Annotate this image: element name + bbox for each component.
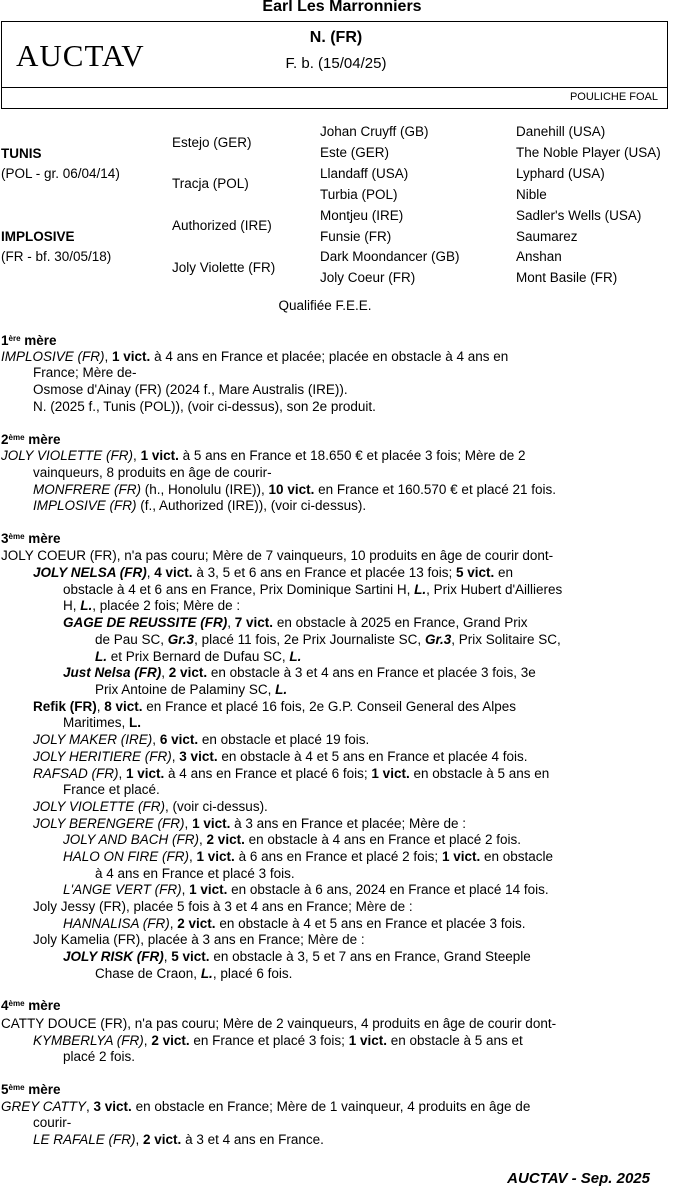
family-entry: de Pau SC, Gr.3, placé 11 fois, 2e Prix Journaliste SC, Gr.3, Prix Solitaire SC,: [95, 632, 561, 647]
family-entry: LE RAFALE (FR), 2 vict. à 3 et 4 ans en France.: [33, 1132, 324, 1147]
family-entry: à 4 ans en France et placé 3 fois.: [95, 866, 295, 881]
family-entry: JOLY BERENGERE (FR), 1 vict. à 3 ans en France et placée; Mère de :: [33, 816, 466, 831]
family-entry: H, L., placée 2 fois; Mère de :: [63, 598, 241, 613]
section-heading-1: 1ère mère: [1, 333, 57, 348]
pedigree-gen4: Nible: [516, 187, 547, 202]
family-entry: JOLY COEUR (FR), n'a pas couru; Mère de 7 vainqueurs, 10 produits en âge de courir dont-: [1, 548, 554, 563]
pedigree-gen3: Funsie (FR): [320, 229, 392, 244]
lot-category: POULICHE FOAL: [569, 91, 658, 103]
family-entry: vainqueurs, 8 produits en âge de courir-: [33, 465, 272, 480]
pedigree-gen3: Joly Coeur (FR): [320, 270, 416, 285]
pedigree-gen4: Sadler's Wells (USA): [516, 208, 642, 223]
family-entry: Just Nelsa (FR), 2 vict. en obstacle à 3 et 4 ans en France et placée 3 fois, 3e: [63, 665, 536, 680]
family-entry: Joly Kamelia (FR), placée à 3 ans en France; Mère de :: [33, 932, 365, 947]
section-heading-3: 3ème mère: [1, 531, 61, 546]
pedigree-gen4: Lyphard (USA): [516, 166, 605, 181]
section-heading-5: 5ème mère: [1, 1082, 61, 1097]
pedigree-gen3: Montjeu (IRE): [320, 208, 404, 223]
family-entry: JOLY MAKER (IRE), 6 vict. en obstacle et placé 19 fois.: [33, 732, 370, 747]
pedigree-gen4: Mont Basile (FR): [516, 270, 618, 285]
section-heading-4: 4ème mère: [1, 998, 61, 1013]
family-entry: JOLY HERITIERE (FR), 3 vict. en obstacle à 4 et 5 ans en France et placée 4 fois.: [33, 749, 528, 764]
family-entry: IMPLOSIVE (FR) (f., Authorized (IRE)), (voir ci-dessus).: [33, 498, 367, 513]
family-entry: JOLY AND BACH (FR), 2 vict. en obstacle à 4 ans en France et placé 2 fois.: [63, 832, 521, 847]
family-entry: N. (2025 f., Tunis (POL)), (voir ci-dessus), son 2e produit.: [33, 399, 376, 414]
family-entry: Maritimes, L.: [63, 715, 142, 730]
sire-details: (POL - gr. 06/04/14): [1, 166, 120, 181]
family-entry: GAGE DE REUSSITE (FR), 7 vict. en obstacle à 2025 en France, Grand Prix: [63, 615, 528, 630]
dam-details: (FR - bf. 30/05/18): [1, 249, 112, 264]
family-entry: Prix Antoine de Palaminy SC, L.: [95, 682, 288, 697]
family-entry: HALO ON FIRE (FR), 1 vict. à 6 ans en France et placé 2 fois; 1 vict. en obstacle: [63, 849, 554, 864]
footer-caption: AUCTAV - Sep. 2025: [507, 1170, 650, 1187]
pedigree-gen2: Authorized (IRE): [172, 218, 272, 233]
family-entry: obstacle à 4 et 6 ans en France, Prix Dominique Sartini H, L., Prix Hubert d'Aillieres: [63, 582, 563, 597]
family-entry: courir-: [33, 1115, 72, 1130]
family-entry: placé 2 fois.: [63, 1049, 136, 1064]
qualification: Qualifiée F.E.E.: [278, 298, 372, 313]
category-box: [1, 87, 668, 109]
family-entry: JOLY NELSA (FR), 4 vict. à 3, 5 et 6 ans en France et placée 13 fois; 5 vict. en: [33, 565, 514, 580]
lot-info: F. b. (15/04/25): [285, 55, 387, 72]
pedigree-gen3: Dark Moondancer (GB): [320, 249, 460, 264]
family-entry: KYMBERLYA (FR), 2 vict. en France et placé 3 fois; 1 vict. en obstacle à 5 ans et: [33, 1033, 523, 1048]
dam-name: IMPLOSIVE: [1, 229, 75, 244]
pedigree-gen4: Danehill (USA): [516, 124, 606, 139]
family-entry: Joly Jessy (FR), placée 5 fois à 3 et 4 ans en France; Mère de :: [33, 899, 413, 914]
pedigree-gen3: Turbia (POL): [320, 187, 398, 202]
consignor-name: Earl Les Marronniers: [262, 0, 422, 15]
family-entry: MONFRERE (FR) (h., Honolulu (IRE)), 10 vict. en France et 160.570 € et placé 21 fois.: [33, 482, 556, 497]
family-entry: Chase de Craon, L., placé 6 fois.: [95, 966, 293, 981]
family-entry: HANNALISA (FR), 2 vict. en obstacle à 4 et 5 ans en France et placée 3 fois.: [63, 916, 526, 931]
auctav-logo: AUCTAV: [16, 38, 145, 73]
pedigree-gen4: Anshan: [516, 249, 562, 264]
sire-name: TUNIS: [1, 146, 42, 161]
pedigree-gen4: The Noble Player (USA): [516, 145, 661, 160]
pedigree-gen2: Joly Violette (FR): [172, 260, 276, 275]
pedigree-gen2: Estejo (GER): [172, 135, 252, 150]
family-entry: Osmose d'Ainay (FR) (2024 f., Mare Australis (IRE)).: [33, 382, 348, 397]
family-entry: CATTY DOUCE (FR), n'a pas couru; Mère de 2 vainqueurs, 4 produits en âge de courir dont-: [1, 1016, 557, 1031]
section-heading-2: 2ème mère: [1, 432, 61, 447]
family-entry: RAFSAD (FR), 1 vict. à 4 ans en France et placé 6 fois; 1 vict. en obstacle à 5 ans en: [33, 766, 550, 781]
family-entry: L. et Prix Bernard de Dufau SC, L.: [95, 649, 302, 664]
pedigree-gen3: Llandaff (USA): [320, 166, 409, 181]
family-entry: IMPLOSIVE (FR), 1 vict. à 4 ans en France et placée; placée en obstacle à 4 ans en: [1, 349, 509, 364]
pedigree-gen4: Saumarez: [516, 229, 578, 244]
family-entry: France et placé.: [63, 782, 160, 797]
family-entry: JOLY VIOLETTE (FR), 1 vict. à 5 ans en France et 18.650 € et placée 3 fois; Mère de 2: [1, 448, 526, 463]
family-entry: GREY CATTY, 3 vict. en obstacle en France; Mère de 1 vainqueur, 4 produits en âge de: [1, 1099, 531, 1114]
family-entry: JOLY RISK (FR), 5 vict. en obstacle à 3, 5 et 7 ans en France, Grand Steeple: [63, 949, 531, 964]
lot-name: N. (FR): [309, 29, 363, 46]
pedigree-gen3: Johan Cruyff (GB): [320, 124, 429, 139]
family-entry: JOLY VIOLETTE (FR), (voir ci-dessus).: [33, 799, 268, 814]
lot-header-box: [1, 21, 668, 88]
family-entry: Refik (FR), 8 vict. en France et placé 16 fois, 2e G.P. Conseil General des Alpes: [33, 699, 517, 714]
family-entry: France; Mère de-: [33, 365, 137, 380]
pedigree-gen3: Este (GER): [320, 145, 390, 160]
family-entry: L'ANGE VERT (FR), 1 vict. en obstacle à 6 ans, 2024 en France et placé 14 fois.: [63, 882, 549, 897]
pedigree-gen2: Tracja (POL): [172, 176, 249, 191]
